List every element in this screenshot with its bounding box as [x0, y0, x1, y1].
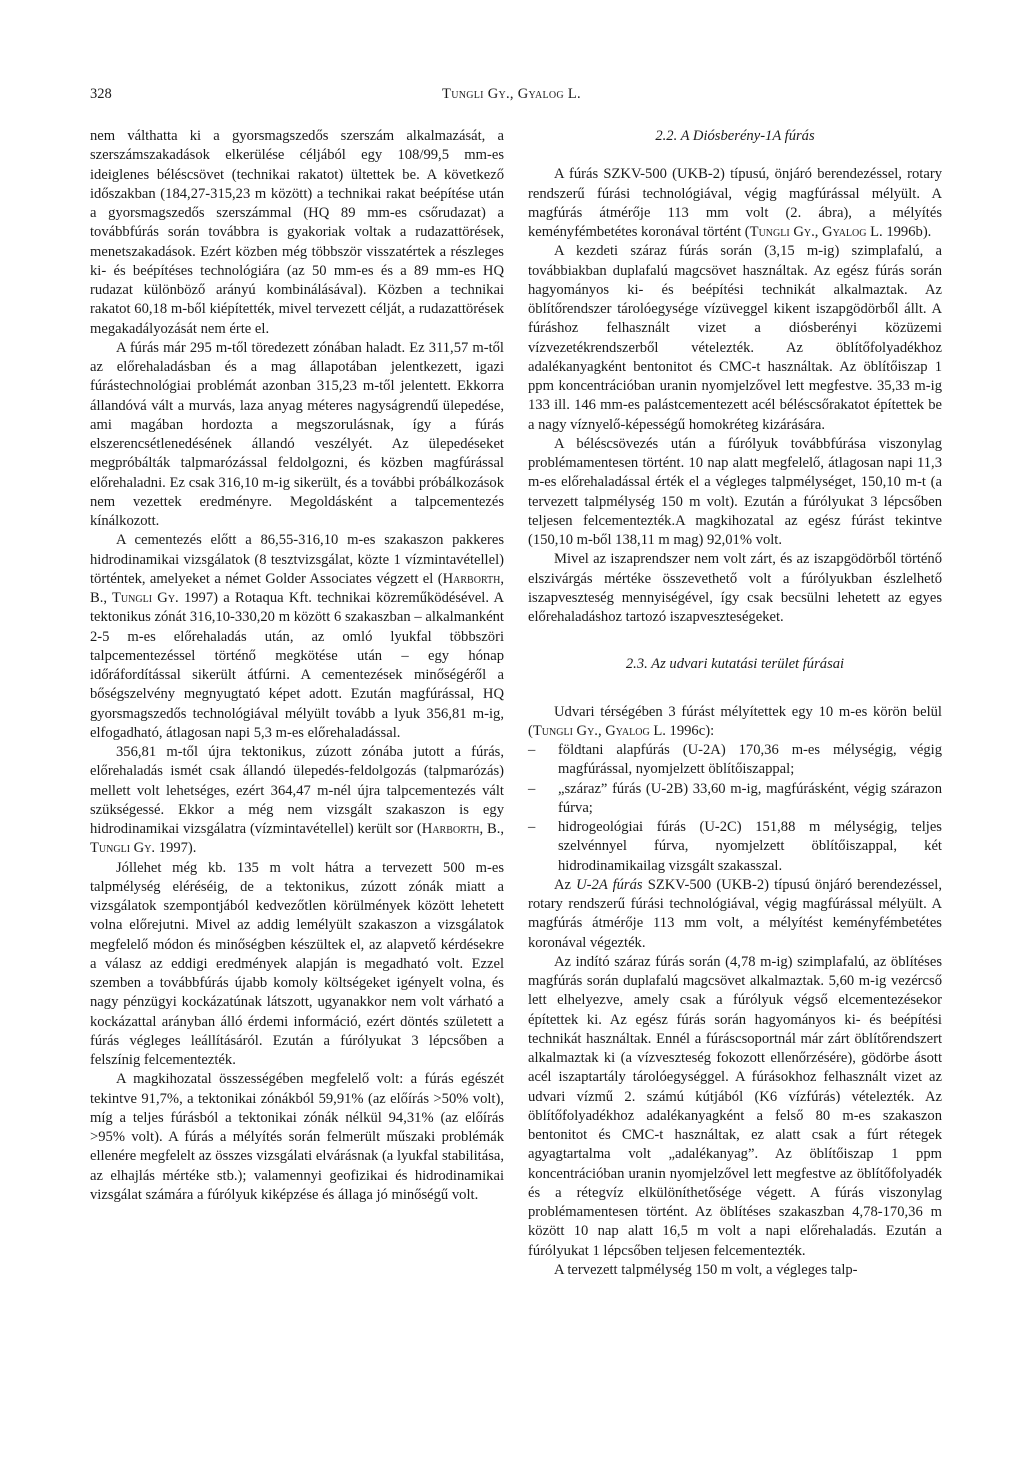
paragraph: A béléscsövezés után a fúrólyuk továbbfúrása viszonylag problémamentesen történt. 10 nap alatt megfelelő, átlagosan napi 11,3 m-es előrehaladással érték el a végleges talpmélységet, 150,10 m-t (a tervezett talpmélység 150 m volt). Ezután a fúrólyukat 3 lépcsőben teljesen felcementezték.A magkihozatal az egész fúrást tekintve (150,10 m-ből 138,11 m mag) 92,01% volt. [528, 435, 942, 548]
citation: Harborth, B., Tungli Gy. [90, 570, 504, 606]
text-run: 1997) a Rotaqua Kft. technikai közreműködésével. A tektonikus zónát 316,10-330,20 m között 6 szakaszban – alkalmanként 2-5 m-es előrehaladás után, az omló lyukfal többszöri talpcementezéssel történő megkötése után – egy hónap időráfordítással sikerült átfúrni. A cementezések minőségéről a bőségszelvény megnyugtató képet adott. Ezután magfúrással, HQ gyorsmagszedős technológiával mélyült tovább a lyuk 356,81 m-ig, elfogadható, átlagosan napi 5,3 m-es előrehaladással. [90, 590, 504, 741]
citation: Tungli Gy., Gyalog L. [749, 224, 883, 240]
citation: Harborth, B., Tungli Gy. [90, 821, 504, 857]
paragraph [90, 743, 504, 859]
paragraph: A kezdeti száraz fúrás során (3,15 m-ig) szimplafalú, a továbbiakban duplafalú magcsövet használtak. Az egész fúrás során hagyományos ki- és beépítési technikát alkalmaztak. Az öblítőrendszer tárolóegysége vízüveggel kikent iszapgödörből állt. A fúráshoz felhasznált vizet a diósberényi közüzemi vízvezetékrendszerből vételezték. Az öblítőfolyadékhoz adalékanyagként bentonitot és CMC-t használtak. Az öblítőiszap 1 ppm koncentrációban uranin nyomjelzővel lett megfestve. 35,33 m-ig 133 ill. 146 mm-es palástcementezett acél béléscsőrakatot építettek be a nagy víznyelő-képességű homokréteg kizárására. [528, 243, 942, 433]
page-number: 328 [90, 86, 112, 102]
paragraph: Az indító száraz fúrás során (4,78 m-ig) szimplafalú, az öblítéses magfúrás során duplafalú magcsövet alkalmaztak. 5,60 m-ig vezércső lett elhelyezve, amely csak a fúrólyuk végső elcementezésekor építettek ki. Az egész fúrás során hagyományos ki- és beépítési technikát használtak. Ennél a fúráscsoportnál már zárt öblítőrendszert alkalmaztak ki (a vízveszteség fokozott ellenőrzésére), gödörbe ásott acél iszaptartály tárolóegységgel. A fúrásokhoz felhasznált vizet az udvari vízmű 2. számú kútjából (K6 vízfúrás) vételezték. Az öblítőfolyadékhoz adalékanyagként a felső 80 m-es szakaszon bentonitot és CMC-t használtak, ez alatt csak a fúrt rétegek agyagtartalma volt „adalékanyag”. Az öblítőiszap 1 ppm koncentrációban uranin nyomjelzővel lett megfestve az öblítőfolyadék és a rétegvíz elkülöníthetősége végett. A fúrás viszonylag problémamentesen történt. Az öblítéses szakaszban 4,78-170,36 m között 10 nap alatt 16,5 m volt a napi előrehaladás. Ezután a fúrólyukat 1 lépcsőben teljesen felcementezték. [528, 953, 942, 1259]
paragraph [528, 876, 942, 953]
list-item: – „száraz” fúrás (U-2B) 33,60 m-ig, magfúrásként, végig szárazon fúrva; [528, 780, 942, 819]
text-run: Udvari térségében 3 fúrást mélyítettek egy 10 m-es körön belül ( [528, 703, 942, 739]
section-heading: 2.3. Az udvari kutatási terület fúrásai [625, 656, 845, 673]
paragraph [90, 531, 504, 743]
page-header [90, 86, 933, 106]
section-heading: 2.2. A Diósberény-1A fúrás [655, 128, 815, 144]
paragraph [528, 165, 942, 242]
paragraph: A magkihozatal összességében megfelelő volt: a fúrás egészét tekintve 91,7%, a tektonikai zónákból 59,91% (az előírás >50% volt), míg a teljes fúrásból a tektonikai zónák nélkül 94,31% (az előírás >95% volt). A fúrás a mélyítés során felmerült műszaki problémák ellenére megfelelt az összes vizsgálati elvárásnak (a lyukfal stabilitása, az elhajlás mértéke stb.); valamennyi geofizikai és hidrodinamikai vizsgálat számára a fúrólyuk kiképzése és állaga jó minőségű volt. [90, 1071, 504, 1203]
text-run: 1996b). [882, 224, 932, 240]
text-run: SZKV-500 (UKB-2) típusú önjáró berendezéssel, rotary rendszerű fúrási technológiával, végig magfúrással mélyült. A magfúrás átmérője 113 mm volt, a mélyítést keményfémbetétes koronával végezték. [528, 876, 942, 951]
text-run: 356,81 m-től újra tektonikus, zúzott zónába jutott a fúrás, előrehaladás ismét csak állandó ülepedés-feldolgozás (talpmarózás) mellett volt lehetséges, ezért 364,47 m-nél újra talpcementezés vált szükségessé. Ekkor a még nem vizsgált szakaszon is egy hidrodinamikai vizsgálatra (vízmintavétellel) került sor ( [90, 744, 504, 837]
paragraph: A fúrás már 295 m-től töredezett zónában haladt. Ez 311,57 m-től az előrehaladásban és a mag állapotában jelentkezett, igazi fúrástechnológiai problémát azonban 315,23 m-től jelentett. Ekkorra állandóvá vált a murvás, laza anyag méteres nagyságrendű ülepedése, ami magában hordozta a megszorulásnak, így a fúrás elszerencsétlenedésének állandó veszélyét. Az ülepedéseket megpróbálták talpmarózással feldolgozni, és közben magfúrással előrehaladni. Ez csak 316,10 m-ig sikerült, és a további próbálkozások nem vezettek eredményre. Megoldásként a talpcementezés kínálkozott. [90, 339, 504, 529]
paragraph: Mivel az iszaprendszer nem volt zárt, és az iszapgödörből történő elszivárgás mértéke összevethető volt a fúrólyukban észlelhető iszapveszteség mennyiségével, így csak becsülni lehetett az egyes előrehaladáshoz tartozó iszapveszteségeket. [528, 551, 942, 625]
text-run: A fúrás SZKV-500 (UKB-2) típusú, önjáró berendezéssel, rotary rendszerű fúrási technológiával, végig magfúrással mélyült. A magfúrás átmérője 113 mm volt (2. ábra), a mélyítés keményfémbetétes koronával történt ( [528, 166, 942, 240]
list-item: – földtani alapfúrás (U-2A) 170,36 m-es mélységig, végig magfúrással, nyomjelzett öblítőiszappal; [528, 741, 942, 780]
paragraph: A tervezett talpmélység 150 m volt, a végleges talp- [554, 1261, 858, 1278]
spacer [528, 675, 942, 703]
italic-term: U-2A fúrás [576, 876, 643, 893]
paragraph: nem válthatta ki a gyorsmagszedős szerszám alkalmazását, a szerszámszakadások elkerülése céljából egy 108/99,5 mm-es ideiglenes béléscsövet (technikai rakatot) ültettek be. A következő időszakban (184,27-315,23 m között) a technikai rakat beépítése után a gyorsmagszedős szerszámmal (HQ 89 mm-es csőrudazat) a továbbfúrás során továbbra is gyakoriak voltak a rudazattörések, menetszakadások. Ezért közben még többször visszatértek a részleges ki- és beépítéses technológiára (az 50 mm-es és a 89 mm-es HQ rudazat különböző arányú kombinálásával). Közben a technikai rakatot 60,18 m-ből kiépítették, mivel tervezett célját, a rudazattörések megakadályozását nem érte el. [90, 128, 504, 337]
running-head: Tungli Gy., Gyalog L. [442, 86, 581, 102]
spacer [528, 627, 942, 655]
text-run: A cementezés előtt a 86,55-316,10 m-es szakaszon pakkeres hidrodinamikai vizsgálatok (8 tesztvizsgálat, közte 1 vízmintavétellel) történtek, amelyeket a német Golder Associates végzett el ( [90, 532, 504, 587]
spacer [528, 146, 942, 165]
citation: Tungli Gy., Gyalog L. [532, 722, 666, 739]
paragraph: Jóllehet még kb. 135 m volt hátra a tervezett 500 m-es talpmélység eléréséig, de a tektonikus, zúzott zónák miatt a vizsgálatok szempontjából kedvezőtlen körülmények között lehetett volna előrejutni. Mivel az addig lemélyült szakaszon a vizsgálatok megfelelő módon és minőségben készültek el, az alapvető kérdésekre a válasz az eddigi eredmények alapján is megadható volt. Ezzel szemben a továbbfúrás újabb komoly költségeket igényelt volna, és nagy pénzügyi kockázatúnak látszott, ugyanakkor nem volt várható a kockázattal arányban álló érdemi információ, ezért döntés született a fúrás végleges leállításáról. Ezután a fúrólyukat 3 lépcsőben a felszínig felcementezték. [90, 859, 504, 1068]
left-column [90, 127, 504, 1205]
borehole-list [528, 741, 942, 876]
list-item: – hidrogeológiai fúrás (U-2C) 151,88 m mélységig, teljes szelvénnyel fúrva, nyomjelzett öblítőiszappal, két hidrodinamikailag vizsgált szakasszal. [528, 818, 942, 876]
text-run: 1996c): [665, 722, 715, 739]
text-run: 1997). [155, 840, 197, 857]
right-column [528, 127, 942, 1280]
paragraph [528, 703, 942, 742]
text-run: Az [554, 876, 577, 893]
